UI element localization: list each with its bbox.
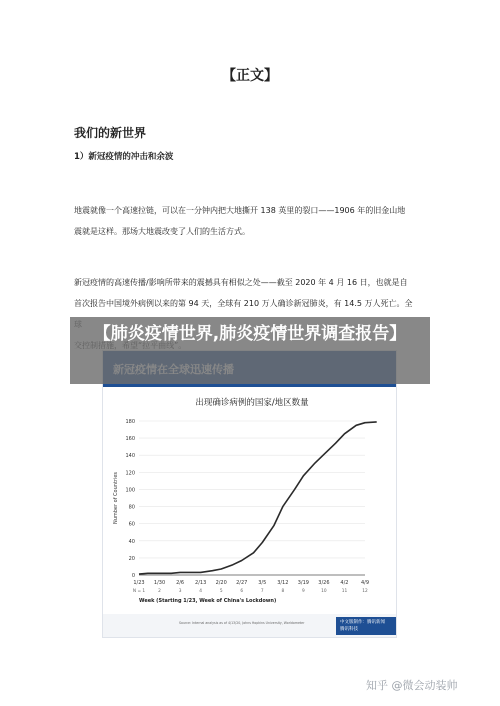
x-tick-label: 4/2 [340, 580, 349, 586]
y-tick-label: 160 [125, 436, 135, 443]
x-week-label: 10 [321, 589, 327, 594]
section-title: 我们的新世界 [74, 126, 147, 140]
y-tick-label: 40 [128, 538, 135, 545]
x-tick-label: 3/26 [318, 580, 330, 586]
x-week-label: N = 1 [132, 589, 146, 594]
x-week-label: 12 [362, 589, 368, 594]
watermark: 知乎 @微会动装帅 [366, 679, 458, 692]
x-tick-label: 3/5 [258, 580, 267, 586]
x-tick-label: 2/6 [176, 580, 185, 586]
line-chart [103, 387, 396, 613]
paragraph-line: 震就是这样。那场大地震改变了人们的生活方式。 [74, 227, 250, 236]
y-tick-label: 100 [125, 487, 135, 494]
badge-line: 腾讯科技 [340, 627, 358, 632]
x-week-label: 9 [301, 589, 305, 594]
x-tick-label: 3/19 [297, 580, 309, 586]
x-week-label: 2 [158, 589, 161, 594]
x-tick-label: 2/13 [195, 580, 207, 586]
x-tick-label: 2/20 [215, 580, 227, 586]
y-tick-label: 0 [131, 573, 135, 579]
x-week-label: 7 [260, 589, 264, 594]
y-tick-label: 80 [128, 504, 135, 511]
x-week-label: 8 [281, 589, 285, 594]
document-title: 【正文】 [222, 68, 278, 84]
x-week-label: 5 [219, 589, 223, 594]
paragraph-line: 地震就像一个高速拉链，可以在一分钟内把大地撕开 138 英里的裂口——1906 年的旧金山地 [74, 206, 406, 215]
publisher-badge [336, 617, 396, 635]
x-tick-label: 2/27 [236, 580, 248, 586]
y-axis-label: Number of Countries [113, 471, 119, 525]
y-tick-label: 180 [125, 419, 135, 425]
x-week-label: 11 [341, 589, 348, 594]
badge-line: 中文版制作：腾讯新闻 [340, 620, 385, 625]
x-tick-label: 1/30 [153, 580, 166, 586]
figure-footer [103, 614, 396, 637]
x-axis-label: Week (Starting 1/23, Week of China's Lockdown) [139, 598, 277, 604]
y-tick-label: 20 [128, 555, 135, 562]
banner-title: 【肺炎疫情世界,肺炎疫情世界调查报告】 [93, 324, 407, 344]
x-tick-label: 3/12 [277, 580, 289, 586]
y-tick-label: 60 [128, 521, 135, 528]
x-week-label: 6 [240, 589, 244, 594]
x-tick-label: 1/23 [133, 580, 145, 586]
chart-figure [102, 350, 397, 638]
y-tick-label: 120 [125, 470, 135, 477]
x-week-label: 3 [178, 589, 182, 594]
y-tick-label: 140 [125, 453, 135, 460]
paragraph-1 [74, 200, 430, 242]
chart-title: 出现确诊病例的国家/地区数量 [195, 398, 309, 408]
paragraph-line: 新冠疫情的高速传播/影响所带来的震撼具有相似之处——截至 2020 年 4 月 16 日，也就是自 [74, 278, 408, 287]
x-tick-label: 4/9 [360, 580, 370, 586]
subsection-title: 1）新冠疫情的冲击和余波 [74, 152, 174, 162]
series-line [139, 422, 377, 574]
paragraph-line: 首次报告中国境外病例以来的第 94 天，全球有 210 万人确诊新冠肺炎，有 14.5 万人死亡。全 [74, 299, 413, 308]
x-week-label: 4 [199, 589, 203, 594]
source-note: Source: Internal analysis as of 4/13/20, Johns Hopkins University, Worldometer [179, 621, 305, 625]
